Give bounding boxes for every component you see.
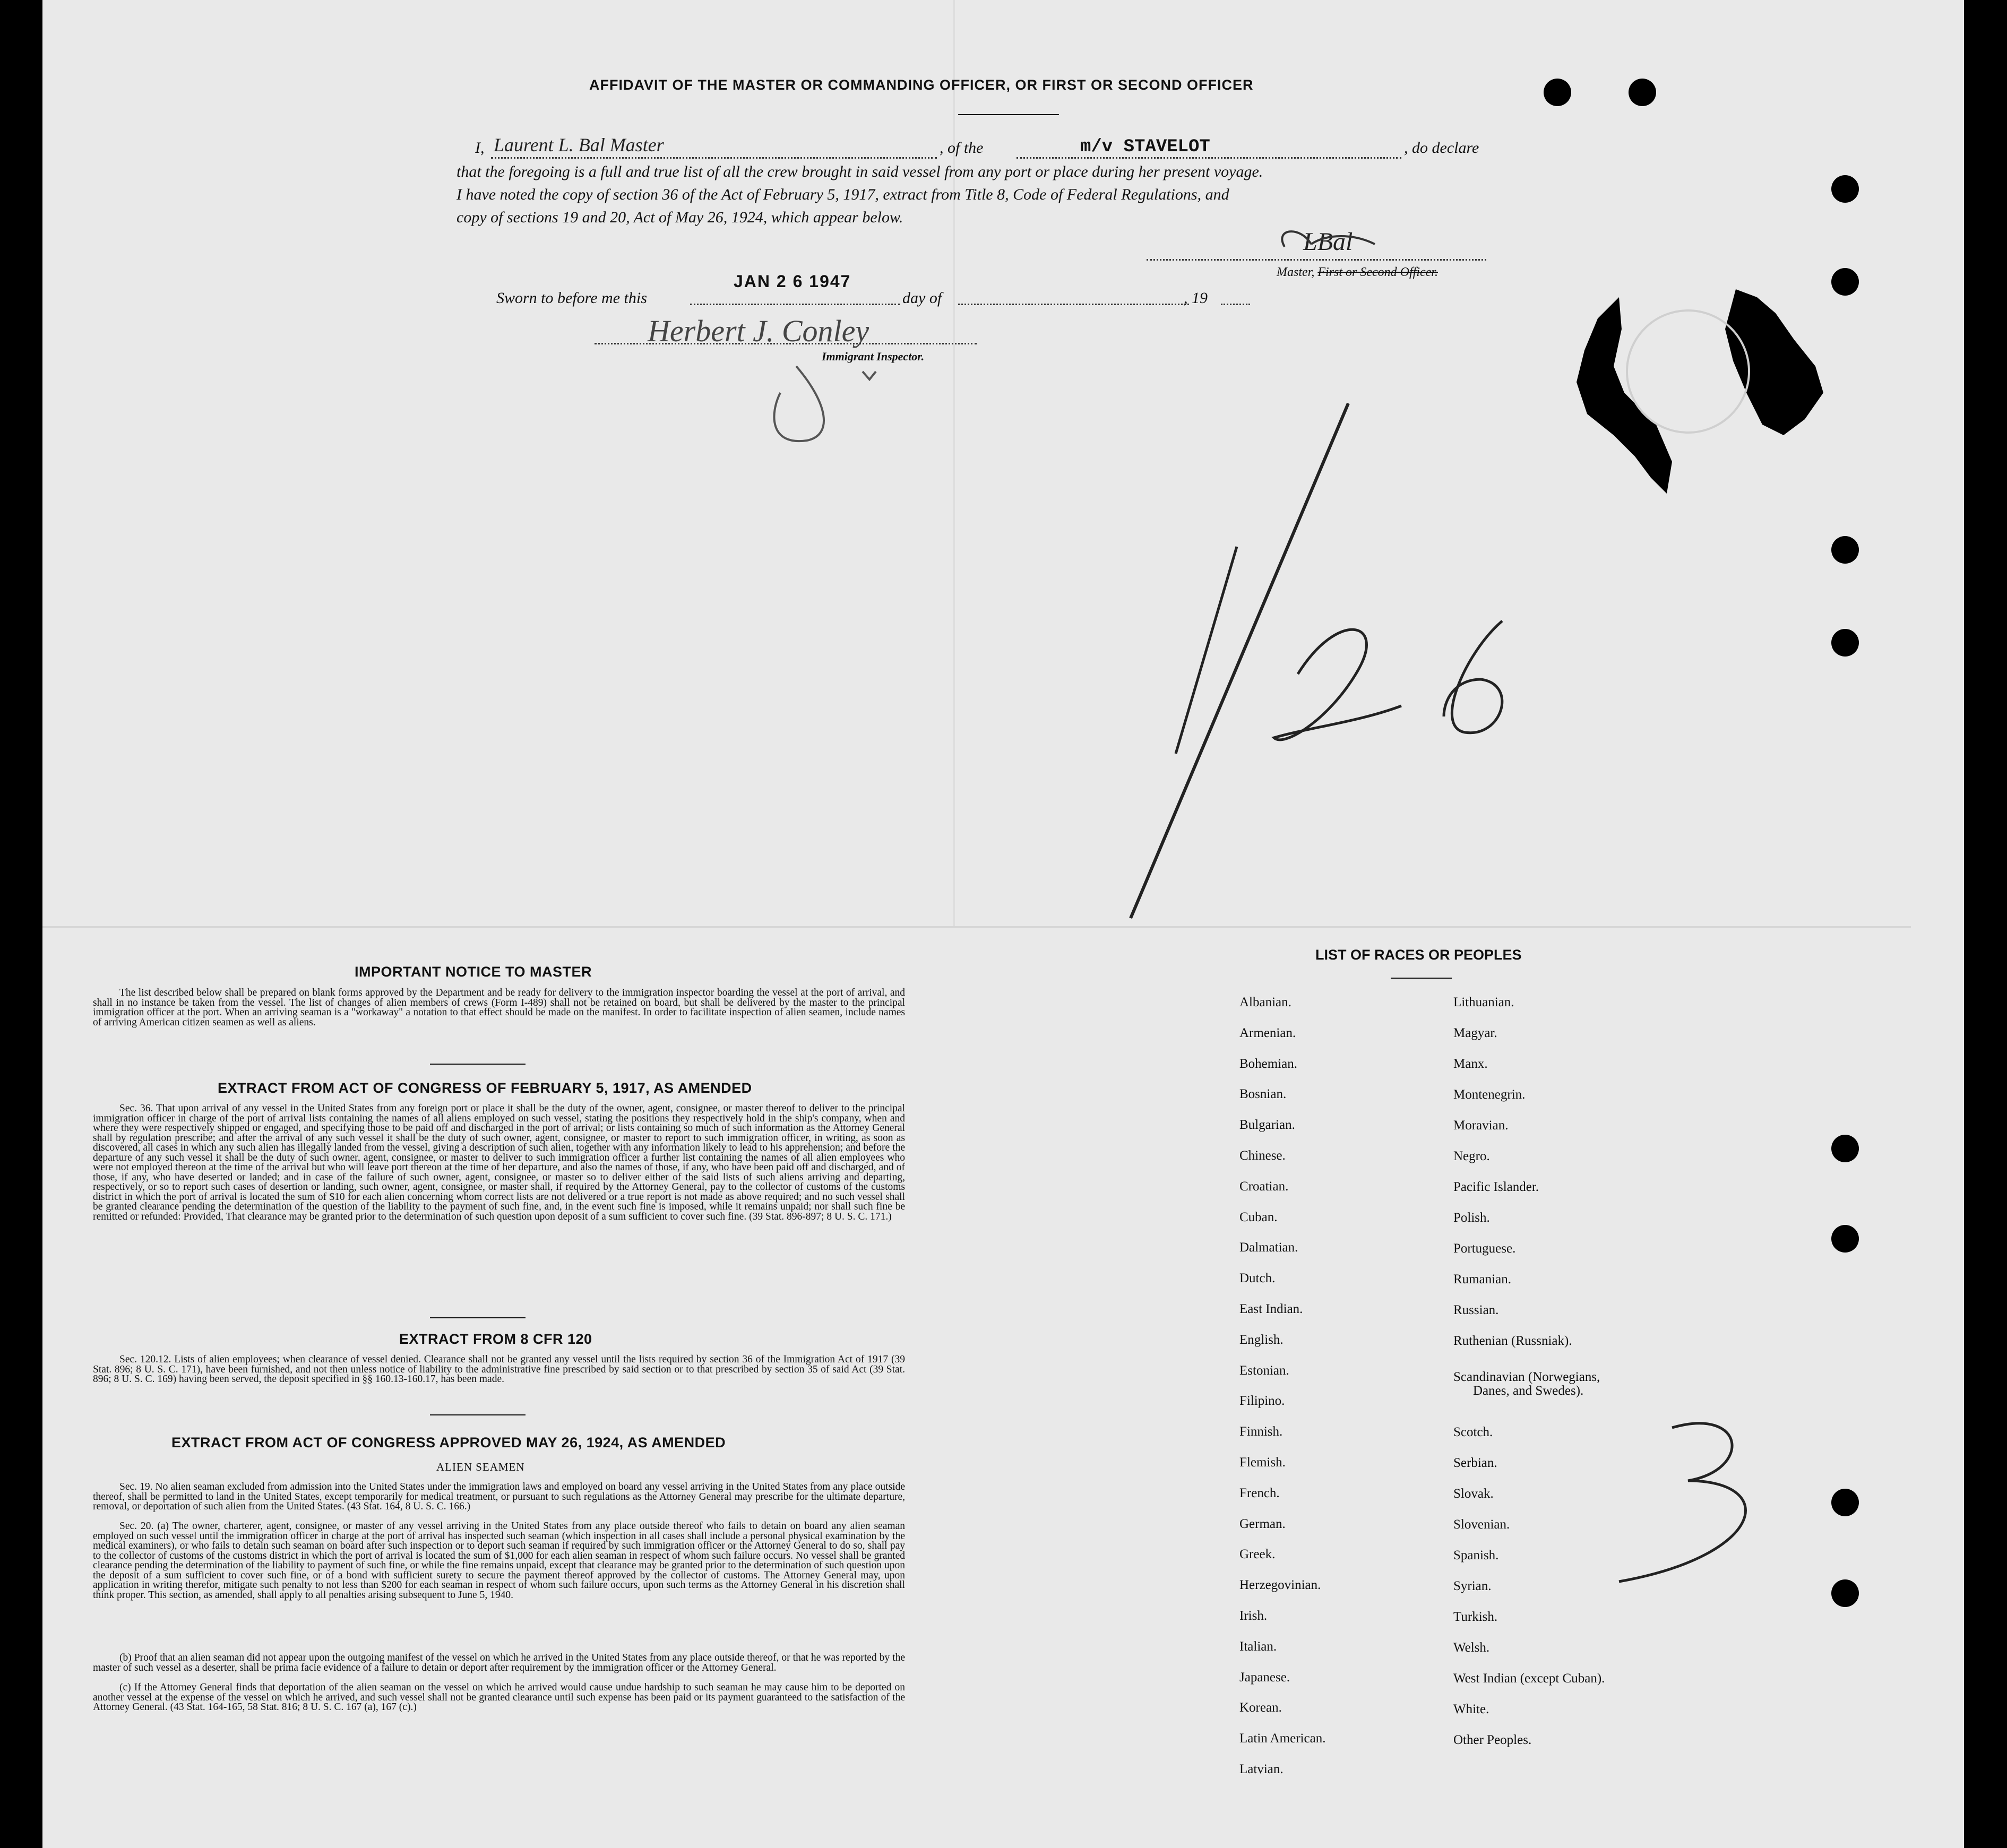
extract-1924-sec20c: (c) If the Attorney General finds that deportation of the alien seaman on the vessel on which he arrived would cause undue hardship to such seaman he may cause him to be deported on another vessel at the expense of the vessel on which he arrived, and such vessel shall not be granted clearance until such expense has been paid or its payment guaranteed to the satisfaction of the Attorney General. (43 Stat. 164-165, 58 Stat. 816; 8 U. S. C. 167 (a), 167 (c).): [93, 1682, 905, 1713]
race-item: Bulgarian.: [1239, 1118, 1295, 1133]
extract-cfr-divider: [430, 1414, 526, 1415]
race-item: Slovak.: [1453, 1487, 1494, 1501]
extract-1917-title: EXTRACT FROM ACT OF CONGRESS OF FEBRUARY 5, 1917, AS AMENDED: [218, 1080, 752, 1096]
page-number-mark: [1619, 1423, 1745, 1582]
punch-hole: [1629, 79, 1656, 106]
punch-hole: [1831, 175, 1859, 203]
race-item: Estonian.: [1239, 1363, 1289, 1378]
decl-do-declare: , do declare: [1404, 139, 1479, 157]
decl-i: I,: [475, 139, 485, 157]
extract-1924-title: EXTRACT FROM ACT OF CONGRESS APPROVED MAY 26, 1924, AS AMENDED: [171, 1435, 726, 1450]
race-item: German.: [1239, 1516, 1286, 1531]
race-item: Ruthenian (Russniak).: [1453, 1334, 1572, 1348]
race-item: Cuban.: [1239, 1210, 1278, 1224]
race-item: Russian.: [1453, 1303, 1499, 1317]
embossed-seal: [1627, 310, 1749, 433]
race-item: Lithuanian.: [1453, 995, 1514, 1009]
race-item: Other Peoples.: [1453, 1733, 1532, 1747]
race-item: Polish.: [1453, 1211, 1490, 1225]
struck-officer-label: First or Second Officer.: [1317, 265, 1438, 279]
large-one-mark: [1176, 547, 1237, 754]
punch-hole: [1831, 1489, 1859, 1516]
race-item: West Indian (except Cuban).: [1453, 1671, 1605, 1686]
race-item: Portuguese.: [1453, 1241, 1516, 1256]
seal-stamp-left: [1577, 297, 1672, 494]
race-item: Dalmatian.: [1239, 1240, 1298, 1255]
race-item: Scotch.: [1453, 1425, 1493, 1439]
punch-hole: [1544, 79, 1571, 106]
race-item: Bosnian.: [1239, 1087, 1287, 1102]
extract-1917-text: Sec. 36. That upon arrival of any vessel in the United States from any foreign port or place it shall be the duty of the owner, agent, consignee, or master thereof to deliver to the principal immigration officer in charge of the port of arrival lists containing the names of all aliens employed on such vessel, stating the positions they respectively hold in the ship's company, when and where they were respectively shipped or engaged, and specifying those to be paid off and discharged in the port of arrival; or lists containing so much of such information as the Attorney General shall by regulation prescribe; and after the arrival of any such vessel it shall be the duty of such owner, agent, consignee, or master to report to such immigration officer, in writing, as soon as discovered, all cases in which any such alien has illegally landed from the vessel, giving a description of such alien, together with any information likely to lead to his apprehension; and before the departure of any such vessel it shall be the duty of such owner, agent, consignee, or master to deliver to such immigration officer a further list containing the names of all alien employees who were not employed thereon at the time of the arrival but who will leave port thereon at the time of her departure, and also the names of those, if any, who have been paid off and discharged, and of those, if any, who have deserted or landed; and in case of the failure of such owner, agent, consignee, or master so to deliver either of the said lists of such aliens arriving and departing, respectively, or so to report such cases of desertion or landing, such owner, agent, consignee, or master shall, if required by the Attorney General, pay to the collector of customs of the customs district in which the port of arrival is located the sum of $10 for each alien concerning whom correct lists are not delivered or a true report is not made as above required; and no such vessel shall be granted clearance pending the determination of the question of the liability to the payment of such fine, and, in the event such fine is imposed, while it remains unpaid; nor shall such fine be remitted or refunded: Provided, That clearance may be granted prior to the determination of such question upon deposit of a sum sufficient to cover such fine. (39 Stat. 896-897; 8 U. S. C. 171.): [93, 1103, 905, 1222]
affidavit-line-2: that the foregoing is a full and true list of all the crew brought in said vessel from any port or place during her present voyage.: [456, 163, 1263, 180]
extract-cfr-text: Sec. 120.12. Lists of alien employees; when clearance of vessel denied. Clearance shall not be granted any vessel until the lists required by section 36 of the Immigration Act of 1917 (39 Stat. 896; 8 U. S. C. 171), have been furnished, and not then unless notice of liability to the administrative fine prescribed by said section or to that prescribed by section 35 of said Act (39 Stat. 896; 8 U. S. C. 169) having been served, the deposit specified in §§ 160.13-160.17, has been made.: [93, 1354, 905, 1385]
master-label: Master,: [1277, 265, 1315, 279]
race-item: East Indian.: [1239, 1302, 1303, 1316]
race-item: Greek.: [1239, 1547, 1276, 1562]
race-item: Armenian.: [1239, 1025, 1296, 1040]
large-slash-mark: [1131, 403, 1348, 918]
race-item: White.: [1453, 1702, 1489, 1716]
race-item: Chinese.: [1239, 1148, 1286, 1163]
race-item: Scandinavian (Norwegians,: [1453, 1370, 1600, 1384]
race-item: Herzegovinian.: [1239, 1578, 1321, 1593]
sworn-label: Sworn to before me this: [496, 289, 647, 307]
race-item: Latin American.: [1239, 1731, 1326, 1746]
sworn-date-stamp: JAN 2 6 1947: [734, 272, 851, 291]
affidavit-title: AFFIDAVIT OF THE MASTER OR COMMANDING OFFICER, OR FIRST OR SECOND OFFICER: [589, 77, 1254, 93]
affidavit-line-4: copy of sections 19 and 20, Act of May 26, 1924, which appear below.: [456, 209, 903, 226]
race-item: Danes, and Swedes).: [1473, 1384, 1584, 1398]
alien-seamen-subtitle: ALIEN SEAMEN: [436, 1461, 525, 1473]
affidavit-line-3: I have noted the copy of section 36 of the Act of February 5, 1917, extract from Title 8, Code of Federal Regulations, and: [456, 186, 1229, 203]
master-signature: LBal: [1303, 228, 1353, 256]
races-divider: [1391, 978, 1452, 979]
race-item: French.: [1239, 1486, 1280, 1500]
race-item: Spanish.: [1453, 1548, 1499, 1562]
race-item: Serbian.: [1453, 1456, 1497, 1470]
seal-stamp-right: [1725, 289, 1823, 435]
race-item: Italian.: [1239, 1639, 1277, 1654]
race-item: Welsh.: [1453, 1640, 1490, 1655]
race-item: Filipino.: [1239, 1394, 1285, 1409]
extract-1917-divider: [430, 1317, 526, 1318]
race-item: Manx.: [1453, 1057, 1488, 1071]
race-item: Moravian.: [1453, 1118, 1509, 1133]
race-item: Rumanian.: [1453, 1272, 1512, 1286]
race-item: Finnish.: [1239, 1424, 1283, 1439]
race-item: Irish.: [1239, 1609, 1268, 1623]
notice-text: The list described below shall be prepared on blank forms approved by the Department and be ready for delivery to the immigration inspector boarding the vessel at the port of arrival, and shall in no instance be taken from the vessel. The list of changes of alien members of crews (Form I-489) shall not be retained on board, but shall be delivered by the master to the principal immigration officer at the port. When an arriving seaman is a "workaway" a notation to that effect should be made on the manifest. In order to facilitate inspection of alien seamen, include names of arriving American citizen seamen as well as aliens.: [93, 987, 905, 1028]
race-item: Croatian.: [1239, 1179, 1289, 1194]
race-item: Slovenian.: [1453, 1517, 1510, 1532]
decl-of-the: , of the: [940, 139, 984, 157]
race-item: Flemish.: [1239, 1455, 1286, 1470]
master-signature-flourish: [1282, 231, 1375, 247]
punch-hole: [1831, 1135, 1859, 1162]
inspector-label: Immigrant Inspector.: [822, 350, 925, 363]
day-of-label: day of: [902, 289, 942, 307]
race-item: Negro.: [1453, 1149, 1490, 1163]
inspector-scribble: [774, 366, 824, 441]
inspector-signature: Herbert J. Conley: [648, 314, 869, 348]
race-item: Montenegrin.: [1453, 1087, 1526, 1102]
race-item: Bohemian.: [1239, 1056, 1298, 1071]
race-item: Japanese.: [1239, 1670, 1290, 1685]
extract-1924-sec19: Sec. 19. No alien seaman excluded from admission into the United States under the immigration laws and employed on board any vessel arriving in the United States from any place outside thereof, shall be permitted to land in the United States, except temporarily for medical treatment, or pursuant to such regulations as the Attorney General may prescribe for the ultimate departure, removal, or deportation of such alien from the United States. (43 Stat. 164, 8 U. S. C. 166.): [93, 1481, 905, 1512]
race-item: Korean.: [1239, 1700, 1282, 1715]
extract-1924-sec20b: (b) Proof that an alien seaman did not appear upon the outgoing manifest of the vessel on which he arrived in the United States from any place outside thereof, or that he was reported by the master of such vessel as a deserter, shall be prima facie evidence of a failure to detain or deport after requirement by the immigration officer or the Attorney General.: [93, 1652, 905, 1673]
punch-hole: [1831, 1225, 1859, 1253]
race-item: Pacific Islander.: [1453, 1180, 1539, 1194]
extract-1924-sec20a: Sec. 20. (a) The owner, charterer, agent, consignee, or master of any vessel arriving in the United States from any place outside thereof who fails to detain on board any alien seaman employed on such vessel until the immigration officer in charge at the port of arrival has inspected such seaman (which inspection in all cases shall include a personal physical examination by the medical examiners), or who fails to detain such seaman on board after such inspection or to deport such seaman if required by such immigration officer or the Attorney General to do so, shall pay to the collector of customs of the customs district in which the port of arrival is located the sum of $1,000 for each alien seaman in respect of whom such failure occurs. No vessel shall be granted clearance pending the determination of the liability to payment of such fine, or while the fine remains unpaid, except that clearance may be granted prior to the determination of such question upon the deposit of a sum sufficient to cover such fine, or of a bond with sufficient surety to secure the payment thereof approved by the collector of customs. The Attorney General may, upon application in writing therefor, mitigate such penalty to not less than $200 for each seaman in respect of whom such failure occurs, upon such terms as the Attorney General in his discretion shall think proper. This section, as amended, shall apply to all penalties arising subsequent to June 5, 1940.: [93, 1521, 905, 1601]
large-two-mark: [1274, 629, 1401, 740]
punch-hole: [1831, 268, 1859, 296]
year-prefix: , 19: [1184, 289, 1208, 307]
inspector-caret: [863, 372, 876, 379]
punch-hole: [1831, 536, 1859, 564]
master-name-handwritten: Laurent L. Bal Master: [494, 134, 664, 156]
vessel-name: m/v STAVELOT: [1080, 137, 1210, 157]
race-item: Turkish.: [1453, 1610, 1498, 1624]
extract-cfr-title: EXTRACT FROM 8 CFR 120: [399, 1331, 592, 1347]
notice-divider: [430, 1064, 526, 1065]
races-title: LIST OF RACES OR PEOPLES: [1315, 947, 1522, 963]
punch-hole: [1831, 1579, 1859, 1607]
race-item: Dutch.: [1239, 1271, 1276, 1286]
race-item: Albanian.: [1239, 995, 1291, 1009]
race-item: Magyar.: [1453, 1026, 1497, 1040]
large-six-mark: [1444, 621, 1502, 733]
notice-title: IMPORTANT NOTICE TO MASTER: [355, 964, 592, 980]
race-item: English.: [1239, 1332, 1284, 1347]
race-item: Syrian.: [1453, 1579, 1492, 1593]
punch-hole: [1831, 629, 1859, 657]
race-item: Latvian.: [1239, 1762, 1284, 1776]
